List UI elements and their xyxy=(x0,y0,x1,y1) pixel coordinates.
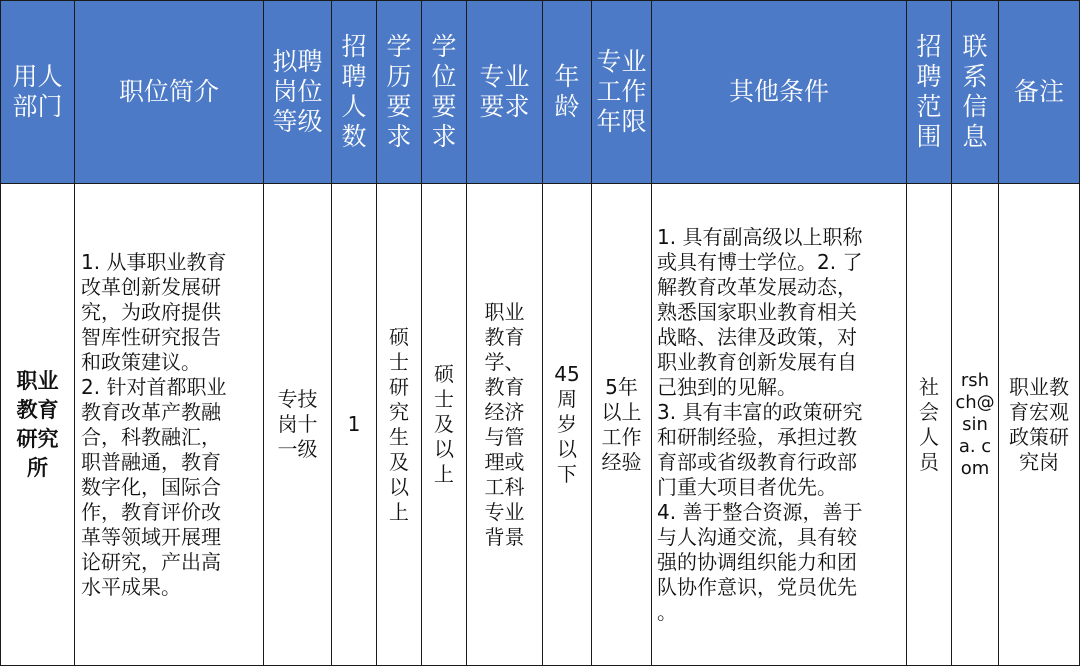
header-note: 备注 xyxy=(998,0,1080,184)
cell-position-level: 专技 岗十 一级 xyxy=(263,183,332,666)
header-work-years: 专业 工作 年限 xyxy=(591,0,652,184)
cell-contact-email: rsh ch@ sin a. c om xyxy=(951,183,999,666)
cell-hiring-count: 1 xyxy=(331,183,377,666)
cell-work-years: 5年 以上 工作 经验 xyxy=(591,183,652,666)
cell-education: 硕 士 研 究 生 及 以 上 xyxy=(376,183,422,666)
header-contact: 联 系 信 息 xyxy=(951,0,999,184)
cell-note: 职业教 育宏观 政策研 究岗 xyxy=(998,183,1080,666)
cell-other-conditions: 1. 具有副高级以上职称 或具有博士学位。2. 了 解教育改革发展动态， 熟悉国家职业教育相关 战略、法律及政策，对 职业教育创新发展有自 己独到的见解。 3. 具有丰富的政策研究 和研制经验，承担过教 育部或省级教育行政部 门重大项目者优先。 4. 善于整合资源，善于 与人沟通交流，具有较 强的协调组织能力和团 队协作意识，党员优先 。 xyxy=(651,183,907,666)
header-degree: 学 位 要 求 xyxy=(421,0,467,184)
cell-major: 职业 教育 学、 教育 经济 与管 理或 工科 专业 背景 xyxy=(466,183,543,666)
cell-dept: 职业 教育 研究 所 xyxy=(0,183,75,666)
header-position-level: 拟聘 岗位 等级 xyxy=(263,0,332,184)
header-position-intro: 职位简介 xyxy=(74,0,264,184)
cell-position-intro: 1. 从事职业教育 改革创新发展研 究，为政府提供 智库性研究报告 和政策建议。 2. 针对首都职业 教育改革产教融 合，科教融汇， 职普融通，教育 数字化，国际合 作，教育评价改 革等领域开展理 论研究，产出高 水平成果。 xyxy=(74,183,264,666)
header-age: 年 龄 xyxy=(542,0,592,184)
header-education: 学 历 要 求 xyxy=(376,0,422,184)
header-recruit-scope: 招 聘 范 围 xyxy=(906,0,952,184)
header-other-conditions: 其他条件 xyxy=(651,0,907,184)
cell-degree: 硕 士 及 以 上 xyxy=(421,183,467,666)
cell-age: 45 周 岁 以 下 xyxy=(542,183,592,666)
cell-recruit-scope: 社 会 人 员 xyxy=(906,183,952,666)
header-major: 专业 要求 xyxy=(466,0,543,184)
header-hiring-count: 招 聘 人 数 xyxy=(331,0,377,184)
header-dept: 用人 部门 xyxy=(0,0,75,184)
